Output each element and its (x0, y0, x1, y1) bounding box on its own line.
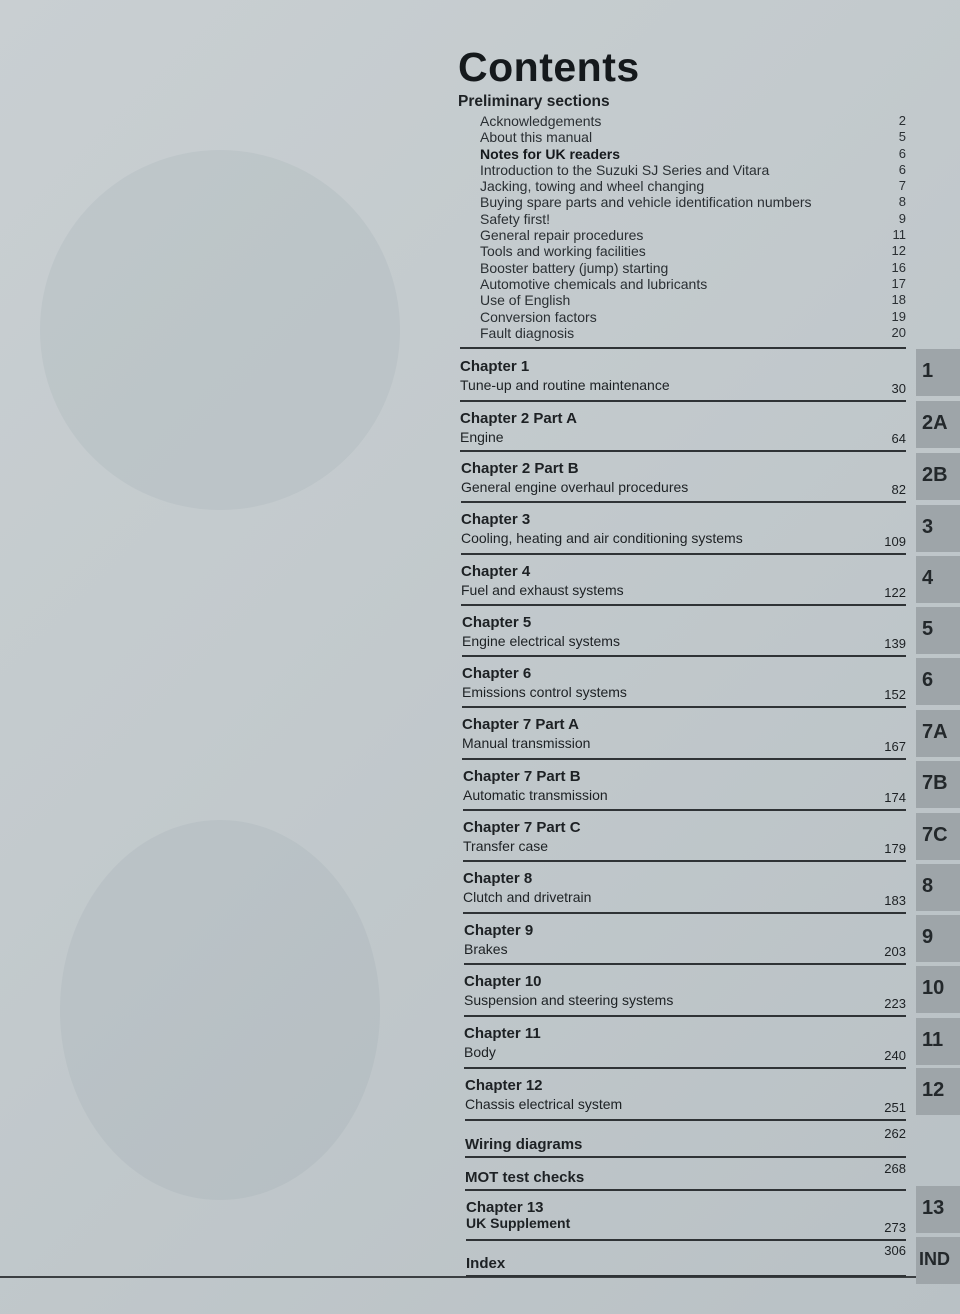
chapter-title: Chapter 3 (461, 511, 531, 528)
background-ghost-shape (40, 150, 400, 510)
preliminary-item-page: 9 (898, 210, 906, 226)
chapter-page-number: 223 (884, 996, 906, 1011)
chapter-thumb-tab[interactable]: 2A (916, 401, 960, 448)
chapter-row[interactable] (462, 716, 906, 760)
chapter-thumb-tab[interactable]: 12 (916, 1068, 960, 1115)
chapter-thumb-tab[interactable]: 8 (916, 864, 960, 911)
preliminary-item-page: 8 (898, 194, 906, 210)
chapter-thumb-tab[interactable]: 7A (916, 710, 960, 757)
chapter-row[interactable] (462, 665, 906, 708)
preliminary-list (480, 113, 906, 341)
chapter-title: Chapter 8 (463, 870, 533, 887)
preliminary-item[interactable] (480, 194, 906, 210)
preliminary-item[interactable] (480, 211, 906, 227)
chapter-title: Chapter 11 (464, 1025, 541, 1042)
chapter-subtitle: Engine electrical systems (462, 633, 620, 649)
chapter-thumb-tab[interactable]: 3 (916, 505, 960, 552)
chapter-row[interactable] (465, 1126, 906, 1158)
chapter-row[interactable] (460, 358, 906, 402)
chapter-subtitle: Suspension and steering systems (464, 992, 674, 1008)
preliminary-item[interactable] (480, 309, 906, 325)
chapter-thumb-tab[interactable]: 13 (916, 1186, 960, 1233)
chapter-subtitle: Transfer case (463, 838, 549, 854)
chapter-page-number: 152 (884, 687, 906, 702)
preliminary-heading: Preliminary sections (458, 93, 610, 110)
chapter-subtitle: UK Supplement (466, 1215, 571, 1231)
chapter-page-number: 64 (891, 431, 906, 446)
preliminary-item[interactable] (480, 243, 906, 259)
chapter-subtitle: Brakes (464, 941, 508, 957)
preliminary-item-page: 12 (891, 243, 906, 259)
chapter-title: Chapter 1 (460, 358, 530, 375)
chapter-title: Chapter 10 (464, 973, 542, 990)
preliminary-item-label: General repair procedures (480, 227, 644, 244)
preliminary-item-page: 18 (891, 292, 906, 308)
preliminary-item-label: Jacking, towing and wheel changing (480, 178, 705, 195)
chapter-thumb-tab[interactable]: 7C (916, 813, 960, 860)
chapter-title: Index (466, 1255, 506, 1272)
chapter-subtitle: Chassis electrical system (465, 1096, 623, 1112)
chapter-page-number: 262 (884, 1126, 906, 1141)
chapter-title: Chapter 2 Part A (460, 410, 577, 427)
preliminary-item-page: 6 (898, 161, 906, 177)
chapter-thumb-tab[interactable]: 5 (916, 607, 960, 654)
chapter-subtitle: Emissions control systems (462, 684, 627, 700)
preliminary-item[interactable] (480, 325, 906, 341)
chapter-subtitle: Clutch and drivetrain (463, 889, 592, 905)
preliminary-item[interactable] (480, 113, 906, 129)
chapter-row[interactable] (465, 1161, 906, 1191)
chapter-page-number: 203 (884, 944, 906, 959)
chapter-page-number: 183 (884, 893, 906, 908)
chapter-page-number: 82 (891, 482, 906, 497)
chapters-top-rule (460, 347, 906, 349)
chapter-page-number: 306 (884, 1243, 906, 1258)
chapter-row[interactable] (461, 460, 906, 503)
chapter-page-number: 251 (884, 1100, 906, 1115)
chapter-row[interactable] (466, 1243, 906, 1277)
preliminary-item-label: Fault diagnosis (480, 324, 575, 341)
chapter-row[interactable] (463, 768, 906, 811)
preliminary-item[interactable] (480, 260, 906, 276)
chapter-page-number: 167 (884, 739, 906, 754)
chapter-subtitle: General engine overhaul procedures (461, 479, 689, 495)
chapter-subtitle: Engine (460, 429, 504, 445)
page-title: Contents (458, 44, 640, 90)
chapter-title: Chapter 13 (466, 1199, 544, 1216)
preliminary-item-label: Tools and working facilities (480, 243, 646, 260)
chapter-row[interactable] (465, 1077, 906, 1121)
chapter-row[interactable] (464, 1025, 906, 1069)
preliminary-item-label: About this manual (480, 129, 593, 146)
preliminary-item-label: Acknowledgements (480, 113, 602, 129)
chapter-thumb-tab[interactable]: 6 (916, 658, 960, 705)
preliminary-item-label: Safety first! (480, 210, 551, 227)
chapter-title: Chapter 7 Part B (463, 768, 581, 785)
preliminary-item[interactable] (480, 227, 906, 243)
chapter-row[interactable] (463, 819, 906, 862)
chapter-title: Chapter 5 (462, 614, 532, 631)
chapter-title: Chapter 12 (465, 1077, 543, 1094)
preliminary-item[interactable] (480, 129, 906, 145)
preliminary-item[interactable] (480, 178, 906, 194)
preliminary-item-page: 7 (898, 178, 906, 194)
chapter-title: Chapter 4 (461, 563, 531, 580)
chapter-row[interactable] (463, 870, 906, 914)
preliminary-item-label: Notes for UK readers (480, 145, 621, 162)
chapter-thumb-tab[interactable]: 9 (916, 915, 960, 962)
preliminary-item-label: Buying spare parts and vehicle identification numbers (480, 194, 812, 211)
chapter-page-number: 179 (884, 841, 906, 856)
chapter-page-number: 273 (884, 1220, 906, 1235)
chapter-subtitle: Cooling, heating and air conditioning systems (461, 530, 743, 546)
chapter-title: Chapter 2 Part B (461, 460, 579, 477)
chapter-row[interactable] (461, 511, 906, 555)
preliminary-item-label: Use of English (480, 292, 571, 309)
chapter-page-number: 240 (884, 1048, 906, 1063)
chapter-row[interactable] (464, 922, 906, 965)
preliminary-item-page: 16 (891, 259, 906, 275)
chapter-title: Chapter 6 (462, 665, 532, 682)
chapter-thumb-tab[interactable]: IND (916, 1237, 960, 1284)
chapter-thumb-tab[interactable]: 11 (916, 1018, 960, 1065)
chapter-page-number: 109 (884, 534, 906, 549)
chapter-subtitle: Tune-up and routine maintenance (460, 377, 670, 393)
chapter-page-number: 30 (891, 381, 906, 396)
chapter-title: Chapter 9 (464, 922, 534, 939)
preliminary-item[interactable] (480, 276, 906, 292)
chapter-row[interactable] (464, 973, 906, 1017)
chapter-row[interactable] (461, 563, 906, 606)
chapter-thumb-tab[interactable]: 7B (916, 761, 960, 808)
chapter-thumb-tab[interactable]: 1 (916, 349, 960, 396)
chapter-title: MOT test checks (465, 1169, 585, 1186)
chapter-title: Chapter 7 Part A (462, 716, 579, 733)
preliminary-item-label: Introduction to the Suzuki SJ Series and Vitara (480, 161, 770, 178)
background-ghost-shape (60, 820, 380, 1200)
chapter-page-number: 268 (884, 1161, 906, 1176)
preliminary-item-page: 6 (898, 145, 906, 161)
preliminary-item-page: 11 (892, 227, 906, 243)
chapter-thumb-tab[interactable]: 2B (916, 453, 960, 500)
preliminary-item[interactable] (480, 146, 906, 162)
chapter-subtitle: Fuel and exhaust systems (461, 582, 624, 598)
chapter-page-number: 122 (884, 585, 906, 600)
chapter-title: Wiring diagrams (465, 1136, 583, 1153)
preliminary-item-label: Booster battery (jump) starting (480, 259, 669, 276)
preliminary-item[interactable] (480, 292, 906, 308)
preliminary-item[interactable] (480, 162, 906, 178)
preliminary-item-page: 20 (891, 324, 906, 340)
chapter-row[interactable] (462, 614, 906, 657)
chapter-row[interactable] (460, 410, 906, 452)
preliminary-item-label: Automotive chemicals and lubricants (480, 275, 708, 292)
preliminary-item-page: 5 (898, 129, 906, 145)
chapter-subtitle: Automatic transmission (463, 787, 608, 803)
chapter-subtitle: Manual transmission (462, 735, 591, 751)
preliminary-item-page: 2 (898, 113, 906, 128)
chapter-thumb-tab[interactable]: 4 (916, 556, 960, 603)
chapter-subtitle: Body (464, 1044, 496, 1060)
preliminary-item-page: 17 (891, 275, 906, 291)
chapter-page-number: 174 (884, 790, 906, 805)
preliminary-item-label: Conversion factors (480, 308, 597, 325)
chapter-thumb-tab[interactable]: 10 (916, 966, 960, 1013)
chapter-row[interactable] (466, 1199, 906, 1241)
chapter-page-number: 139 (884, 636, 906, 651)
chapter-title: Chapter 7 Part C (463, 819, 581, 836)
preliminary-item-page: 19 (891, 308, 906, 324)
